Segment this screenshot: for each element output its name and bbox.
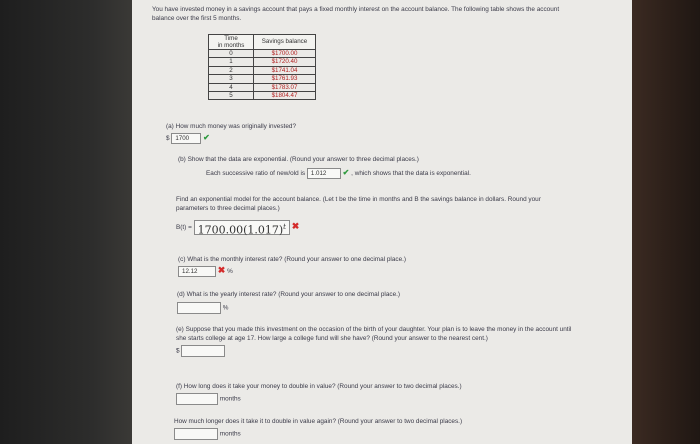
months-unit: months	[219, 395, 241, 403]
table-row: 3 $1761.93	[209, 75, 316, 83]
intro-text: You have invested money in a savings account that pays a fixed monthly interest on the account balance. The following table shows the account balance over the first 5 months.	[152, 6, 560, 22]
dollar-sign: $	[176, 347, 180, 355]
check-icon: ✔	[342, 167, 350, 177]
model-lhs: B(t) =	[176, 224, 192, 232]
background-left	[0, 0, 132, 444]
percent-unit: %	[222, 304, 229, 312]
question-g-prompt: How much longer does it take it to double in value again? (Round your answer to two decimal places.)	[174, 418, 463, 425]
question-a-prompt: (a) How much money was originally invested?	[166, 123, 296, 130]
model-input[interactable]	[194, 220, 290, 235]
table-row: 1 $1720.40	[209, 58, 316, 66]
question-f	[176, 383, 581, 405]
homework-sheet	[132, 0, 632, 444]
cross-icon: ✖	[291, 221, 300, 232]
cross-icon: ✖	[217, 264, 226, 275]
college-fund-input[interactable]	[181, 345, 225, 357]
table-row: 0 $1700.00	[209, 50, 316, 58]
table-row: 2 $1741.04	[209, 66, 316, 74]
question-f-prompt: (f) How long does it take your money to double in value? (Round your answer to two decimal places.)	[176, 383, 462, 390]
header-balance: Savings balance	[254, 35, 316, 50]
question-d	[177, 291, 577, 314]
header-time: Time in months	[209, 35, 254, 50]
ratio-input[interactable]: 1.012	[307, 168, 341, 179]
question-e	[176, 326, 581, 357]
question-b	[178, 156, 578, 179]
question-b-prompt: (b) Show that the data are exponential. (Round your answer to three decimal places.)	[178, 156, 419, 163]
percent-unit: %	[227, 267, 233, 275]
question-c-prompt: (c) What is the monthly interest rate? (Round your answer to one decimal place.)	[178, 256, 407, 263]
question-c	[178, 256, 578, 277]
yearly-rate-input[interactable]	[177, 302, 221, 314]
table-row: 4 $1783.07	[209, 83, 316, 91]
monthly-rate-input[interactable]: 12.12	[178, 266, 216, 277]
savings-table	[208, 34, 316, 100]
question-g	[174, 418, 579, 440]
check-icon: ✔	[203, 132, 210, 142]
dollar-sign: $	[166, 134, 170, 142]
question-a	[166, 123, 296, 144]
model-answer: 1700.00(1.017)	[197, 223, 284, 237]
double-again-input[interactable]	[174, 428, 218, 440]
double-time-input[interactable]	[176, 393, 218, 405]
model-prompt: Find an exponential model for the account balance. (Let t be the time in months and B the savings balance in dollars. Round your parameters to three decimal places.)	[176, 196, 541, 212]
question-e-prompt: (e) Suppose that you made this investment on the occasion of the birth of your daughter. Your plan is to leave the money in the account until she starts college at age 17. How large a college fund will she have? (Round your answer to the nearest cent.)	[176, 326, 572, 342]
model-exponent: t	[283, 223, 286, 232]
question-d-prompt: (d) What is the yearly interest rate? (Round your answer to one decimal place.)	[177, 291, 401, 298]
background-right	[632, 0, 700, 444]
months-unit: months	[219, 430, 241, 438]
answer-a-input[interactable]: 1700	[171, 133, 201, 144]
ratio-label: Each successive ratio of new/old is	[206, 169, 306, 177]
model-question	[176, 196, 571, 235]
ratio-conclusion: , which shows that the data is exponential.	[351, 169, 471, 177]
table-row: 5 $1804.47	[209, 92, 316, 100]
